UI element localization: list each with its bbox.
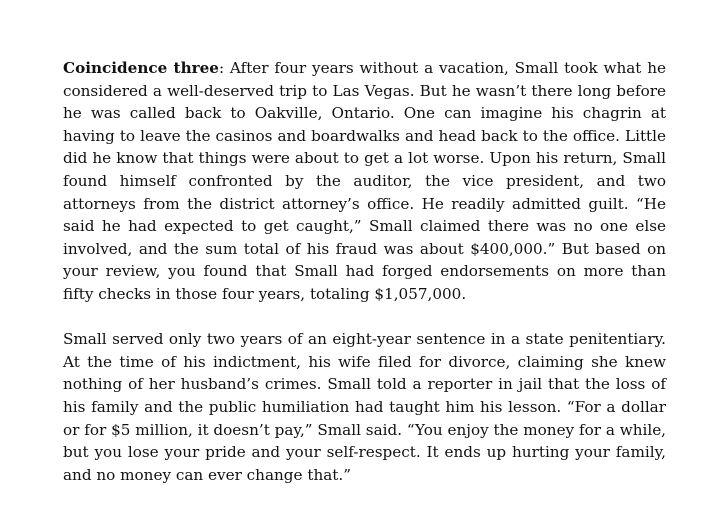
paragraph-text: : After four years without a vacation, Small took what he considered a well-deserved trip to Las Vegas. But he wasn’t there long before he was called back to Oakville, Ontario. One can imagine his chagrin at having to leave the casinos and boardwalks and head back to the office. Little did he know that things were about to get a lot worse. Upon his return, Small found himself confronted by the auditor, the vice president, and two attorneys from the district attorney’s office. He readily admitted guilt. “He said he had expected to get caught,” Small claimed there was no one else involved, and the sum total of his fraud was about $400,000.” But based on your review, you found that Small had forged endorsements on more than fifty checks in those four years, totaling $1,057,000. bbox=[63, 59, 666, 303]
paragraph-coincidence-three bbox=[63, 57, 666, 306]
paragraph-text: Small served only two years of an eight-year sentence in a state penitentiary. At the time of his indictment, his wife filed for divorce, claiming she knew nothing of her husband’s crimes. Small told a reporter in jail that the loss of his family and the public humiliation had taught him his lesson. “For a dollar or for $5 million, it doesn’t pay,” Small said. “You enjoy the money for a while, but you lose your pride and your self-respect. It ends up hurting your family, and no money can ever change that.” bbox=[63, 330, 667, 484]
paragraph-aftermath bbox=[63, 328, 666, 486]
paragraph-lead-heading: Coincidence three bbox=[63, 59, 219, 77]
document-body bbox=[63, 57, 666, 486]
